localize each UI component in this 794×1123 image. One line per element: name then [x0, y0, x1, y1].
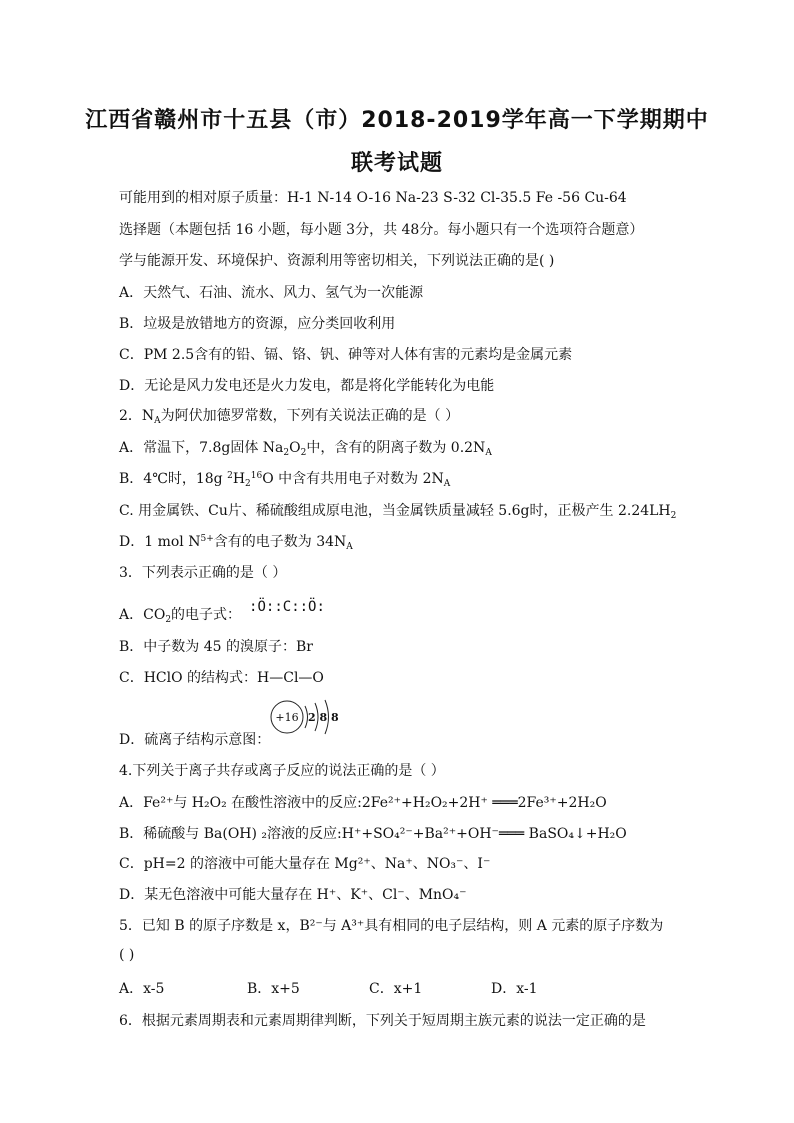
q5-option-a: A．x-5 [119, 981, 165, 997]
q3-option-b: B．中子数为 45 的溴原子：Br [119, 639, 313, 655]
page-title-line1: 江西省赣州市十五县（市）2018-2019学年高一下学期期中 [85, 108, 709, 133]
q2-option-d: D．1 mol $N^{5+}$含有的电子数为 $34N_A$ [119, 534, 353, 552]
page-title-line2: 联考试题 [350, 151, 443, 176]
q5-stem: 5．已知 B 的原子序数是 x，B²⁻与 A³⁺具有相同的电子层结构，则 A 元素的原子序数为 [119, 918, 664, 934]
q2-option-b: B．4℃时，18g $^2H_2^{16}O$ 中含有共用电子对数为 $2N_A$ [119, 471, 451, 489]
q6-stem: 6．根据元素周期表和元素周期律判断，下列关于短周期主族元素的说法一定正确的是 [119, 1013, 646, 1029]
q1-option-c: C．PM 2.5含有的铅、镉、铬、钒、砷等对人体有害的元素均是金属元素 [119, 347, 573, 363]
q4-option-c: C．pH=2 的溶液中可能大量存在 Mg²⁺、Na⁺、NO₃⁻、I⁻ [119, 856, 491, 872]
q2-stem: 2．$N_A$为阿伏加德罗常数，下列有关说法正确的是（ ） [119, 408, 460, 426]
q3-option-a: A．$CO_2$的电子式： :Ö::C::Ö: [119, 599, 325, 625]
q1-option-a: A．天然气、石油、流水、风力、氢气为一次能源 [119, 285, 424, 301]
q5-option-c: C．x+1 [369, 981, 423, 997]
sulfide-nucleus-label: +16 [275, 711, 299, 724]
q4-option-a: A．Fe²⁺与 H₂O₂ 在酸性溶液中的反应:2Fe²⁺+H₂O₂+2H⁺ ═══2Fe³⁺+2H₂O [119, 795, 607, 811]
q3-stem: 3．下列表示正确的是（ ） [119, 565, 287, 581]
q3-option-d: D．硫离子结构示意图： [119, 732, 271, 748]
q5-options [119, 978, 538, 998]
q4-option-d: D．某无色溶液中可能大量存在 H⁺、K⁺、Cl⁻、MnO₄⁻ [119, 887, 467, 903]
q3-option-c: C．HClO 的结构式：H—Cl—O [119, 670, 324, 686]
q4-stem: 4.下列关于离子共存或离子反应的说法正确的是（ ） [119, 763, 445, 779]
q1-option-b: B．垃圾是放错地方的资源，应分类回收利用 [119, 316, 396, 332]
co2-electron-formula: :Ö::C::Ö: [249, 599, 325, 615]
sulfide-shell-labels: 2 8 8 [308, 711, 339, 724]
section-heading: 选择题（本题包括 16 小题，每小题 3分，共 48分。每小题只有一个选项符合题意） [119, 222, 644, 238]
sulfide-ion-diagram [268, 697, 342, 747]
q5-option-b: B．x+5 [247, 981, 300, 997]
q1-option-d: D．无论是风力发电还是火力发电，都是将化学能转化为电能 [119, 378, 495, 394]
q2-option-c: C. 用金属铁、Cu片、稀硫酸组成原电池，当金属铁质量减轻 5.6g时，正极产生 $2.24LH_2$ [119, 503, 677, 521]
q5-paren: ( ) [119, 947, 135, 963]
q5-option-d: D．x-1 [491, 981, 538, 997]
q4-option-b: B．稀硫酸与 Ba(OH) ₂溶液的反应:H⁺+SO₄²⁻+Ba²⁺+OH⁻═══ BaSO₄↓+H₂O [119, 826, 627, 842]
q1-stem: 学与能源开发、环境保护、资源利用等密切相关，下列说法正确的是( ) [119, 253, 555, 269]
q2-option-a: A．常温下，7.8g固体 $Na_2O_2$中，含有的阴离子数为 $0.2N_A$ [119, 440, 492, 458]
atomic-mass-line: 可能用到的相对原子质量：H-1 N-14 O-16 Na-23 S-32 Cl-35.5 Fe -56 Cu-64 [119, 190, 627, 206]
